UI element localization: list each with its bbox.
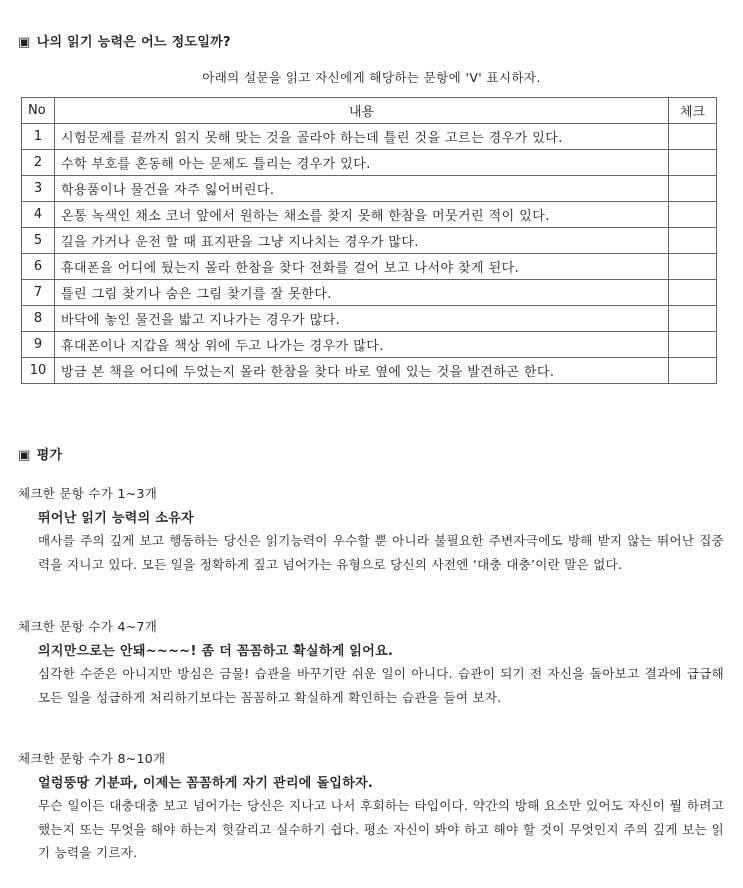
table-row <box>22 358 717 384</box>
row-text: 온통 녹색인 채소 코너 앞에서 원하는 채소를 찾지 못해 한참을 머뭇거린 적이 있다. <box>55 202 669 228</box>
row-text: 수학 부호를 혼동해 아는 문제도 틀리는 경우가 있다. <box>55 150 669 176</box>
evaluation-heading-text: 평가 <box>36 448 63 463</box>
row-text: 학용품이나 물건을 자주 잃어버린다. <box>55 176 669 202</box>
row-text: 휴대폰이나 지갑을 책상 위에 두고 나가는 경우가 많다. <box>55 332 669 358</box>
table-row <box>22 332 717 358</box>
check-cell[interactable] <box>669 280 717 306</box>
column-header-no: No <box>22 98 55 124</box>
row-text: 시험문제를 끝까지 읽지 못해 맞는 것을 골라야 하는데 틀린 것을 고르는 경우가 있다. <box>55 124 669 150</box>
quiz-heading <box>18 31 231 50</box>
row-text: 틀린 그림 찾기나 숨은 그림 찾기를 잘 못한다. <box>55 280 669 306</box>
check-count-label: 체크한 문항 수가 8~10개 <box>18 751 166 766</box>
check-cell[interactable] <box>669 176 717 202</box>
result-description: 심각한 수준은 아니지만 방심은 금물! 습관을 바꾸기란 쉬운 일이 아니다. 습관이 되기 전 자신을 돌아보고 결과에 급급해 모든 일을 성급하게 처리하기보다는 꼼꼼하고 확실하게 확인하는 습관을 들여 보자. <box>38 666 724 705</box>
result-title: 얼렁뚱땅 기분파, 이제는 꼼꼼하게 자기 관리에 돌입하자. <box>38 776 374 791</box>
check-count-label: 체크한 문항 수가 4~7개 <box>18 619 158 634</box>
quiz-heading-text: 나의 읽기 능력은 어느 정도일까? <box>36 35 231 50</box>
evaluation-level-3 <box>18 749 724 865</box>
evaluation-level-2 <box>18 617 724 709</box>
check-cell[interactable] <box>669 228 717 254</box>
check-cell[interactable] <box>669 254 717 280</box>
table-row <box>22 280 717 306</box>
row-number: 5 <box>22 228 55 254</box>
check-cell[interactable] <box>669 358 717 384</box>
result-title: 의지만으로는 안돼~~~~! 좀 더 꼼꼼하고 확실하게 읽어요. <box>38 644 394 659</box>
row-number: 7 <box>22 280 55 306</box>
table-row <box>22 124 717 150</box>
check-count-label: 체크한 문항 수가 1~3개 <box>18 486 158 501</box>
result-description: 무슨 일이든 대충대충 보고 넘어가는 당신은 지나고 나서 후회하는 타입이다. 약간의 방해 요소만 있어도 자신이 뭘 하려고 했는지 또는 무엇을 해야 하는지 헛갈리고 실수하기 쉽다. 평소 자신이 봐야 하고 해야 할 것이 무엇인지 주의 깊게 보는 읽기 능력을 기르자. <box>38 798 724 860</box>
column-header-check: 체크 <box>669 98 717 124</box>
table-row <box>22 150 717 176</box>
survey-table <box>21 97 717 384</box>
instruction: 아래의 설문을 읽고 자신에게 해당하는 문항에 'V' 표시하자. <box>202 70 541 85</box>
row-text: 방금 본 책을 어디에 두었는지 몰라 한참을 찾다 바로 옆에 있는 것을 발견하곤 한다. <box>55 358 669 384</box>
table-row <box>22 254 717 280</box>
row-text: 바닥에 놓인 물건을 밟고 지나가는 경우가 많다. <box>55 306 669 332</box>
row-text: 휴대폰을 어디에 뒀는지 몰라 한참을 찾다 전화를 걸어 보고 나서야 찾게 된다. <box>55 254 669 280</box>
square-bullet-icon: ▣ <box>18 448 31 463</box>
table-header-row <box>22 98 717 124</box>
row-number: 9 <box>22 332 55 358</box>
row-number: 4 <box>22 202 55 228</box>
check-cell[interactable] <box>669 150 717 176</box>
result-title: 뛰어난 읽기 능력의 소유자 <box>38 511 194 526</box>
check-cell[interactable] <box>669 306 717 332</box>
row-number: 6 <box>22 254 55 280</box>
check-cell[interactable] <box>669 202 717 228</box>
column-header-content: 내용 <box>55 98 669 124</box>
table-row <box>22 202 717 228</box>
table-row <box>22 176 717 202</box>
result-description: 매사를 주의 깊게 보고 행동하는 당신은 읽기능력이 우수할 뿐 아니라 불필요한 주변자극에도 방해 받지 않는 뛰어난 집중력을 지니고 있다. 모든 일을 정확하게 짚고 넘어가는 유형으로 당신의 사전엔 ‘대충 대충’이란 말은 없다. <box>38 533 724 572</box>
row-text: 길을 가거나 운전 할 때 표지판을 그냥 지나치는 경우가 많다. <box>55 228 669 254</box>
row-number: 8 <box>22 306 55 332</box>
table-row <box>22 228 717 254</box>
square-bullet-icon: ▣ <box>18 35 31 50</box>
evaluation-heading <box>18 444 62 463</box>
check-cell[interactable] <box>669 124 717 150</box>
row-number: 1 <box>22 124 55 150</box>
row-number: 3 <box>22 176 55 202</box>
evaluation-level-1 <box>18 484 724 576</box>
check-cell[interactable] <box>669 332 717 358</box>
row-number: 2 <box>22 150 55 176</box>
table-row <box>22 306 717 332</box>
row-number: 10 <box>22 358 55 384</box>
